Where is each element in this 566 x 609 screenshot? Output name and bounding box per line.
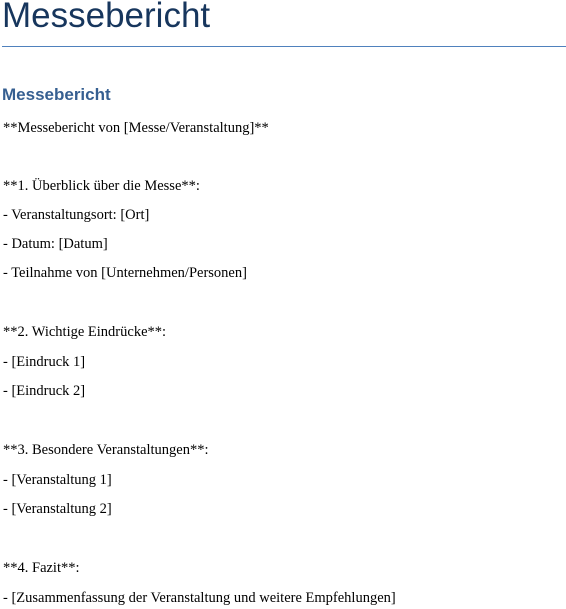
section-heading: Messebericht (2, 85, 111, 104)
list-item-event-2: - [Veranstaltung 2] (3, 501, 112, 517)
list-item-impression-1: - [Eindruck 1] (3, 354, 86, 370)
section-3-heading: **3. Besondere Veranstaltungen**: (3, 442, 209, 458)
title-divider (2, 46, 566, 47)
report-intro-line: **Messebericht von [Messe/Veranstaltung]** (3, 120, 269, 136)
list-item-date: - Datum: [Datum] (3, 236, 108, 252)
list-item-participants: - Teilnahme von [Unternehmen/Personen] (3, 265, 247, 281)
section-2-heading: **2. Wichtige Eindrücke**: (3, 324, 167, 340)
list-item-location: - Veranstaltungsort: [Ort] (3, 207, 150, 223)
section-4-heading: **4. Fazit**: (3, 560, 80, 576)
list-item-event-1: - [Veranstaltung 1] (3, 472, 112, 488)
section-1-heading: **1. Überblick über die Messe**: (3, 178, 200, 194)
document-title: Messebericht (2, 0, 211, 35)
list-item-summary: - [Zusammenfassung der Veranstaltung und weitere Empfehlungen] (3, 590, 396, 606)
list-item-impression-2: - [Eindruck 2] (3, 383, 86, 399)
